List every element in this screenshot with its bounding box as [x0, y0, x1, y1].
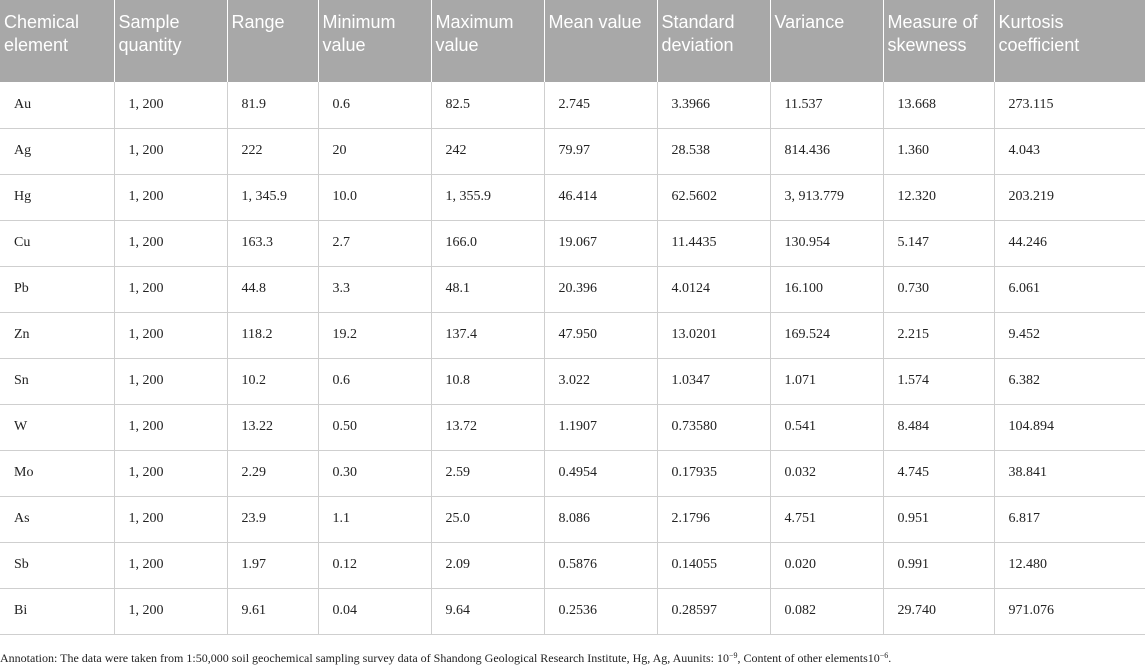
value-cell: 814.436 [770, 128, 883, 174]
column-header: Standard deviation [657, 0, 770, 82]
value-cell: 9.64 [431, 588, 544, 634]
value-cell: 28.538 [657, 128, 770, 174]
column-header: Measure of skewness [883, 0, 994, 82]
value-cell: 13.668 [883, 82, 994, 128]
element-cell: Sb [0, 542, 114, 588]
value-cell: 13.0201 [657, 312, 770, 358]
value-cell: 1.97 [227, 542, 318, 588]
value-cell: 3.3 [318, 266, 431, 312]
value-cell: 2.59 [431, 450, 544, 496]
value-cell: 1, 200 [114, 358, 227, 404]
value-cell: 0.082 [770, 588, 883, 634]
table-row [0, 358, 1145, 404]
value-cell: 3.3966 [657, 82, 770, 128]
value-cell: 169.524 [770, 312, 883, 358]
value-cell: 0.6 [318, 82, 431, 128]
table-row [0, 588, 1145, 634]
value-cell: 203.219 [994, 174, 1145, 220]
element-cell: Zn [0, 312, 114, 358]
value-cell: 0.17935 [657, 450, 770, 496]
value-cell: 1.360 [883, 128, 994, 174]
table-row [0, 404, 1145, 450]
value-cell: 0.30 [318, 450, 431, 496]
value-cell: 20 [318, 128, 431, 174]
value-cell: 0.73580 [657, 404, 770, 450]
element-cell: Bi [0, 588, 114, 634]
value-cell: 9.61 [227, 588, 318, 634]
column-header: Minimum value [318, 0, 431, 82]
value-cell: 0.14055 [657, 542, 770, 588]
value-cell: 4.745 [883, 450, 994, 496]
value-cell: 11.537 [770, 82, 883, 128]
value-cell: 1, 200 [114, 266, 227, 312]
table-row [0, 450, 1145, 496]
value-cell: 163.3 [227, 220, 318, 266]
value-cell: 12.320 [883, 174, 994, 220]
value-cell: 0.04 [318, 588, 431, 634]
value-cell: 6.382 [994, 358, 1145, 404]
value-cell: 137.4 [431, 312, 544, 358]
annotation-exponent: −6 [879, 651, 889, 660]
table-row [0, 266, 1145, 312]
value-cell: 0.4954 [544, 450, 657, 496]
value-cell: 222 [227, 128, 318, 174]
value-cell: 2.745 [544, 82, 657, 128]
value-cell: 12.480 [994, 542, 1145, 588]
table-row [0, 312, 1145, 358]
value-cell: 5.147 [883, 220, 994, 266]
value-cell: 0.5876 [544, 542, 657, 588]
value-cell: 6.817 [994, 496, 1145, 542]
value-cell: 0.50 [318, 404, 431, 450]
value-cell: 118.2 [227, 312, 318, 358]
value-cell: 13.72 [431, 404, 544, 450]
element-cell: Sn [0, 358, 114, 404]
column-header: Sample quantity [114, 0, 227, 82]
value-cell: 10.8 [431, 358, 544, 404]
value-cell: 1.1907 [544, 404, 657, 450]
value-cell: 48.1 [431, 266, 544, 312]
value-cell: 2.09 [431, 542, 544, 588]
value-cell: 20.396 [544, 266, 657, 312]
value-cell: 19.2 [318, 312, 431, 358]
annotation-text: . [888, 651, 892, 665]
column-header: Chemical element [0, 0, 114, 82]
header-row [0, 0, 1145, 82]
value-cell: 44.246 [994, 220, 1145, 266]
value-cell: 2.215 [883, 312, 994, 358]
value-cell: 1, 200 [114, 82, 227, 128]
value-cell: 3.022 [544, 358, 657, 404]
annotation-text: , Content of other elements10 [737, 651, 880, 665]
value-cell: 0.991 [883, 542, 994, 588]
value-cell: 0.020 [770, 542, 883, 588]
column-header: Variance [770, 0, 883, 82]
column-header: Maximum value [431, 0, 544, 82]
element-cell: Ag [0, 128, 114, 174]
value-cell: 0.12 [318, 542, 431, 588]
value-cell: 19.067 [544, 220, 657, 266]
value-cell: 1, 200 [114, 542, 227, 588]
value-cell: 1, 345.9 [227, 174, 318, 220]
value-cell: 8.484 [883, 404, 994, 450]
table-row [0, 496, 1145, 542]
value-cell: 10.0 [318, 174, 431, 220]
value-cell: 0.2536 [544, 588, 657, 634]
element-cell: Pb [0, 266, 114, 312]
value-cell: 1, 355.9 [431, 174, 544, 220]
value-cell: 130.954 [770, 220, 883, 266]
value-cell: 971.076 [994, 588, 1145, 634]
value-cell: 10.2 [227, 358, 318, 404]
value-cell: 3, 913.779 [770, 174, 883, 220]
table-row [0, 82, 1145, 128]
value-cell: 0.28597 [657, 588, 770, 634]
table-row [0, 128, 1145, 174]
value-cell: 13.22 [227, 404, 318, 450]
annotation-exponent: −9 [728, 651, 738, 660]
value-cell: 1, 200 [114, 128, 227, 174]
value-cell: 166.0 [431, 220, 544, 266]
value-cell: 273.115 [994, 82, 1145, 128]
element-cell: As [0, 496, 114, 542]
value-cell: 25.0 [431, 496, 544, 542]
value-cell: 82.5 [431, 82, 544, 128]
table-annotation [0, 650, 1145, 666]
value-cell: 0.541 [770, 404, 883, 450]
value-cell: 1.574 [883, 358, 994, 404]
value-cell: 16.100 [770, 266, 883, 312]
value-cell: 242 [431, 128, 544, 174]
column-header: Mean value [544, 0, 657, 82]
value-cell: 23.9 [227, 496, 318, 542]
table-row [0, 220, 1145, 266]
value-cell: 1.0347 [657, 358, 770, 404]
value-cell: 1, 200 [114, 404, 227, 450]
value-cell: 4.751 [770, 496, 883, 542]
value-cell: 79.97 [544, 128, 657, 174]
value-cell: 47.950 [544, 312, 657, 358]
element-cell: W [0, 404, 114, 450]
value-cell: 2.1796 [657, 496, 770, 542]
value-cell: 1, 200 [114, 220, 227, 266]
value-cell: 1.1 [318, 496, 431, 542]
value-cell: 62.5602 [657, 174, 770, 220]
element-cell: Au [0, 82, 114, 128]
element-cell: Mo [0, 450, 114, 496]
value-cell: 1, 200 [114, 496, 227, 542]
value-cell: 38.841 [994, 450, 1145, 496]
element-cell: Hg [0, 174, 114, 220]
value-cell: 46.414 [544, 174, 657, 220]
column-header: Kurtosis coefficient [994, 0, 1145, 82]
value-cell: 2.29 [227, 450, 318, 496]
table-row [0, 174, 1145, 220]
value-cell: 1, 200 [114, 450, 227, 496]
value-cell: 11.4435 [657, 220, 770, 266]
value-cell: 1, 200 [114, 312, 227, 358]
table-body [0, 82, 1145, 634]
value-cell: 0.032 [770, 450, 883, 496]
element-cell: Cu [0, 220, 114, 266]
value-cell: 104.894 [994, 404, 1145, 450]
column-header: Range [227, 0, 318, 82]
annotation-text: Annotation: The data were taken from 1:50,000 soil geochemical sampling survey data of Shandong Geological Research Institute, Hg, Ag, Auunits: 10 [0, 651, 729, 665]
value-cell: 29.740 [883, 588, 994, 634]
value-cell: 0.730 [883, 266, 994, 312]
table-row [0, 542, 1145, 588]
value-cell: 1, 200 [114, 588, 227, 634]
value-cell: 6.061 [994, 266, 1145, 312]
value-cell: 9.452 [994, 312, 1145, 358]
value-cell: 4.0124 [657, 266, 770, 312]
value-cell: 4.043 [994, 128, 1145, 174]
value-cell: 0.951 [883, 496, 994, 542]
value-cell: 2.7 [318, 220, 431, 266]
value-cell: 0.6 [318, 358, 431, 404]
value-cell: 81.9 [227, 82, 318, 128]
value-cell: 8.086 [544, 496, 657, 542]
value-cell: 1, 200 [114, 174, 227, 220]
value-cell: 1.071 [770, 358, 883, 404]
value-cell: 44.8 [227, 266, 318, 312]
